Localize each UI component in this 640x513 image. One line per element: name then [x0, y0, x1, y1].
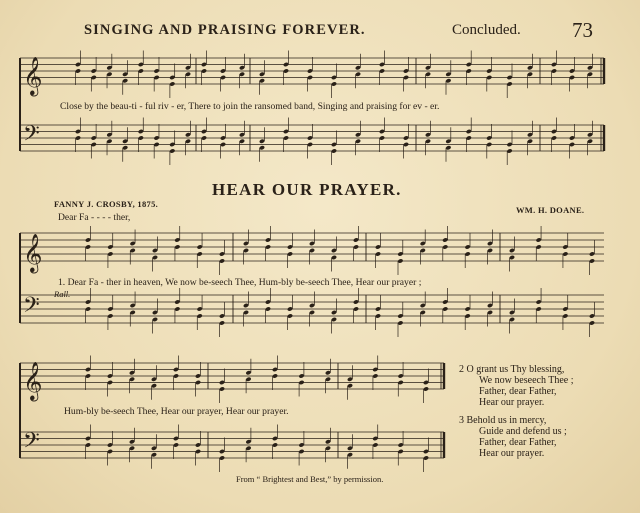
verse1-line1: 1. Dear Fa - ther in heaven, We now be-seech Thee, Hum-bly be-seech Thee, Hear our prayer ; — [58, 277, 422, 288]
first-hymn-lyrics: Close by the beau-ti - ful riv - er, There to join the ransomed band, Singing and praising for ev - er. — [60, 101, 440, 112]
permission-credit: From “ Brightest and Best,” by permission. — [236, 474, 384, 484]
verse-2-line-2: We now beseech Thee ; — [479, 375, 574, 386]
system-3-treble-clef: 𝄞 — [23, 361, 43, 400]
system-3-bass-clef: 𝄢 — [23, 428, 40, 459]
verse-3-line-1: 3 Behold us in mercy, — [459, 415, 547, 426]
tempo-mark: Rall. — [54, 289, 71, 299]
verse-2-line-1: 2 O grant us Thy blessing, — [459, 364, 565, 375]
system-2-treble-clef: 𝄞 — [23, 233, 43, 272]
verse-2-line-4: Hear our prayer. — [479, 397, 545, 408]
verse-3-line-3: Father, dear Father, — [479, 437, 557, 448]
concluded-label: Concluded. — [452, 22, 521, 38]
verse-3-line-4: Hear our prayer. — [479, 448, 545, 459]
verse-2 — [459, 364, 574, 408]
upper-lyric: Dear Fa - - - - ther, — [58, 212, 131, 223]
verse-3 — [459, 415, 567, 459]
page-number: 73 — [572, 18, 593, 42]
author-credit: FANNY J. CROSBY, 1875. — [54, 199, 159, 209]
system-2-bass-clef: 𝄢 — [23, 293, 40, 323]
hymn-title: HEAR OUR PRAYER. — [212, 180, 402, 199]
running-title: SINGING AND PRAISING FOREVER. — [84, 22, 366, 38]
verse-3-line-2: Guide and defend us ; — [479, 426, 567, 437]
composer-credit: WM. H. DOANE. — [516, 205, 585, 215]
system-1-bass-clef: 𝄢 — [23, 121, 40, 152]
system-1-treble-clef: 𝄞 — [23, 56, 43, 95]
verse1-line2: Hum-bly be-seech Thee, Hear our prayer, Hear our prayer. — [64, 406, 289, 417]
verse-2-line-3: Father, dear Father, — [479, 386, 557, 397]
